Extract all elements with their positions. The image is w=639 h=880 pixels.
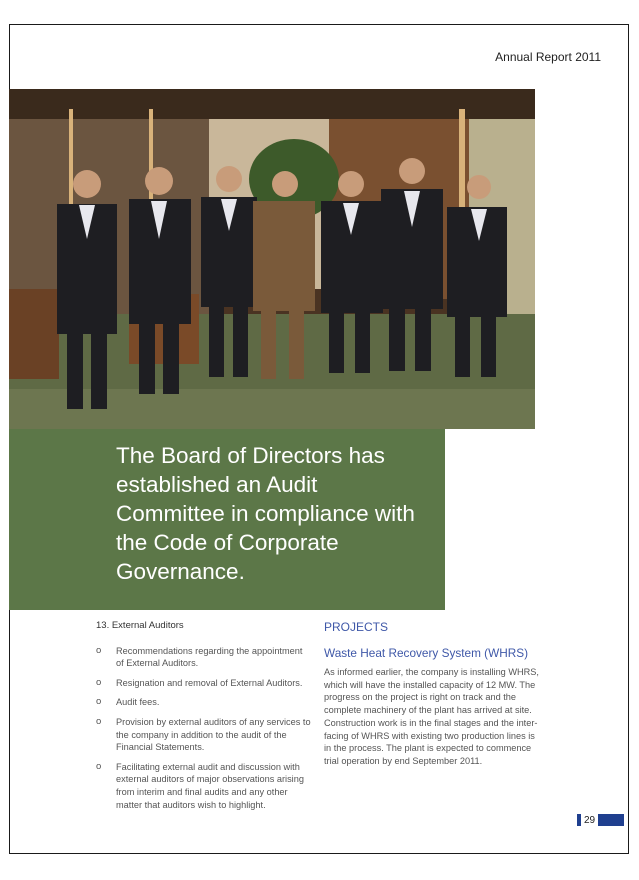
bullet-icon: o — [96, 715, 102, 727]
bullet-icon: o — [96, 760, 102, 772]
projects-section — [324, 620, 539, 768]
list-item-text: Resignation and removal of External Auditors. — [116, 677, 303, 688]
whrs-heading: Waste Heat Recovery System (WHRS) — [324, 646, 529, 660]
board-photo — [9, 89, 535, 429]
banner-quote-text: The Board of Directors has established an Audit Committee in compliance with the Code of Corporate Governance. — [116, 443, 415, 584]
report-header: Annual Report 2011 — [495, 50, 601, 64]
list-item — [96, 716, 311, 754]
section-title: 13. External Auditors — [96, 620, 184, 631]
list-item — [96, 645, 311, 670]
list-item-text: Recommendations regarding the appointment of External Auditors. — [116, 645, 303, 669]
bullet-icon: o — [96, 676, 102, 688]
quote-banner — [9, 429, 445, 610]
list-item-text: Audit fees. — [116, 697, 160, 708]
list-item — [96, 696, 311, 709]
page-number — [577, 813, 624, 827]
page-marker-right — [598, 814, 624, 826]
page-number-text: 29 — [584, 814, 596, 826]
list-item — [96, 677, 311, 690]
list-item-text: Provision by external auditors of any services to the company in addition to the audit of the Financial Statements. — [116, 716, 311, 753]
projects-heading: PROJECTS — [324, 620, 389, 634]
bullet-icon: o — [96, 644, 102, 656]
board-photo-image — [9, 89, 535, 429]
list-item — [96, 761, 311, 811]
whrs-body: As informed earlier, the company is installing WHRS, which will have the installed capacity of 12 MW. The progress on the project is right on track and the complete machinery of the plant has arrived at site. Construction work is in the final stages and the inter-facing of WHRS with existing two production lines is in the process. The plant is expected to commence trial operation by end September 2011. — [324, 667, 539, 766]
list-item-text: Facilitating external audit and discussion with external auditors of major observations arising from interim and final audits and any other matter that auditors wish to highlight. — [116, 761, 304, 810]
bullet-icon: o — [96, 696, 102, 708]
page-marker-left — [577, 814, 581, 826]
external-auditors-section — [96, 620, 311, 818]
